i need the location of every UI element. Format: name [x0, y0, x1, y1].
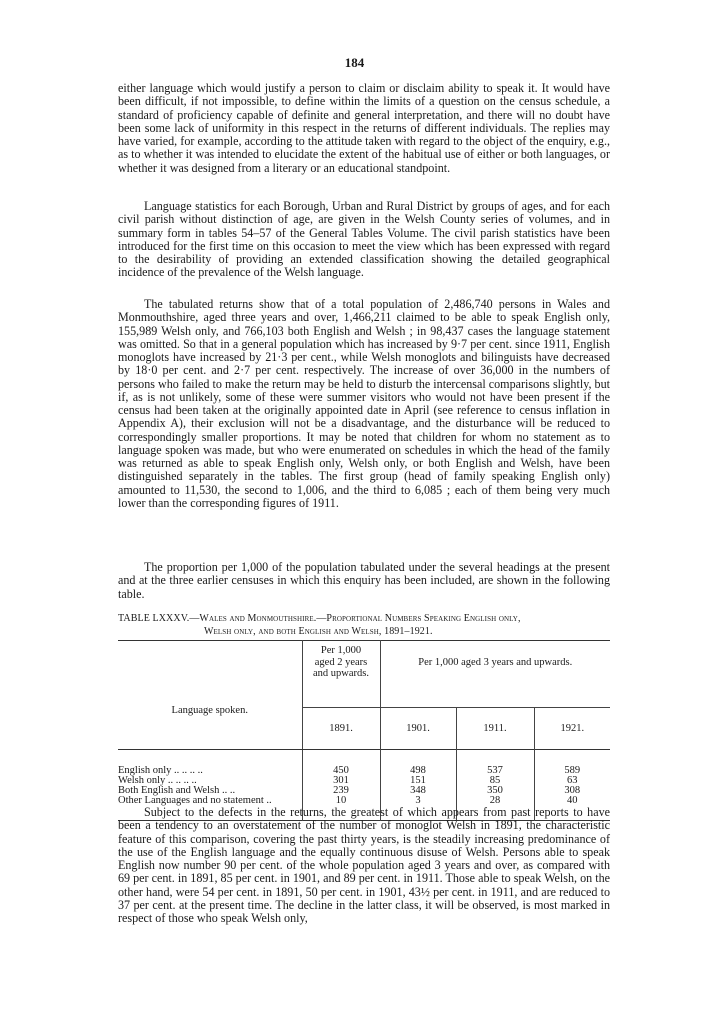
cell: 348: [380, 786, 456, 796]
cell: 28: [456, 796, 534, 806]
page-number: 184: [344, 55, 365, 70]
cell: 589: [534, 766, 610, 776]
group2-header: Per 1,000 aged 3 years and upwards.: [380, 641, 610, 708]
cell: 498: [380, 766, 456, 776]
cell: 450: [302, 766, 380, 776]
cell: 3: [380, 796, 456, 806]
paragraph-1: either language which would justify a person to claim or disclaim ability to speak it. It would have been difficult, if not impossible, to define within the limits of a question on the census schedule, a standard of proficiency capable of definite and general interpretation, and there will no doubt have been some lack of uniformity in this respect in the returns of different individuals. The replies may have varied, for example, according to the attitude taken with regard to the object of the enquiry, e.g., as to whether it was intended to elucidate the extent of the habitual use of either or both languages, or whether it was designed from a literary or an educational standpoint.: [118, 81, 610, 175]
year-1911: 1911.: [456, 707, 534, 749]
paragraph-4: The proportion per 1,000 of the population tabulated under the several headings at the present and at the three earlier censuses in which this enquiry has been included, are shown in the following table.: [118, 560, 610, 601]
paragraph-3: The tabulated returns show that of a total population of 2,486,740 persons in Wales and Monmouthshire, aged three years and over, 1,466,211 claimed to be able to speak English only, 155,989 Welsh only, and 766,103 both English and Welsh ; in 98,437 cases the language statement was omitted. So that in a general population which has increased by 9·7 per cent. since 1911, English monoglots have increased by 21·3 per cent., while Welsh monoglots and bilinguists have decreased by 18·0 per cent. and 2·7 per cent. respectively. The increase of over 36,000 in the numbers of persons who failed to make the return may be held to disturb the intercensal comparisons slightly, but if, as is not unlikely, some of these were summer visitors who would not have been present if the census had been taken at the originally appointed date in April (see reference to census inflation in Appendix A), their exclusion will not be a disadvantage, and the disturbance will be reduced to correspondingly smaller proportions. It may be noted that children for whom no statement as to language spoken was made, but who were enumerated on schedules in which the head of the family was returned as able to speak English only, Welsh only, or both English and Welsh, have been distinguished separately in the tables. The first group (head of family speaking English only) amounted to 11,530, the second to 1,006, and the third to 6,085 ; each of them being very much lower than the corresponding figures of 1911.: [118, 297, 610, 510]
cell: 301: [302, 776, 380, 786]
table-label: TABLE LXXXV.: [118, 613, 190, 624]
language-table: [118, 640, 610, 821]
cell: 10: [302, 796, 380, 806]
cell: 85: [456, 776, 534, 786]
paragraph-2: Language statistics for each Borough, Urban and Rural District by groups of ages, and for each civil parish without distinction of age, are given in the Welsh County series of volumes, and in summary form in tables 54–57 of the General Tables Volume. The civil parish statistics have been introduced for the first time on this occasion to meet the view which has been expressed with regard to the desirability of providing an extended classification showing the detailed geographical incidence of the prevalence of the Welsh language.: [118, 199, 610, 280]
row-label-welsh-only: Welsh only .. .. .. ..: [118, 775, 197, 786]
row-label-both: Both English and Welsh .. ..: [118, 785, 236, 796]
table-title-part2: Welsh only, and both English and Welsh, 1891–1921.: [204, 626, 433, 637]
cell: 63: [534, 776, 610, 786]
cell: 350: [456, 786, 534, 796]
row-label-english-only: English only .. .. .. ..: [118, 765, 203, 776]
year-1901: 1901.: [380, 707, 456, 749]
row-label-other: Other Languages and no statement ..: [118, 795, 272, 806]
stub-header: Language spoken.: [118, 641, 302, 750]
cell: 537: [456, 766, 534, 776]
year-1921: 1921.: [534, 707, 610, 749]
group1-header: Per 1,000 aged 2 years and upwards.: [302, 641, 380, 708]
table-title-part1: —Wales and Monmouthshire.—Proportional Numbers Speaking English only,: [189, 613, 521, 624]
year-1891: 1891.: [302, 707, 380, 749]
cell: 151: [380, 776, 456, 786]
cell: 40: [534, 796, 610, 806]
table-title: [118, 612, 610, 638]
cell: 239: [302, 786, 380, 796]
cell: 308: [534, 786, 610, 796]
paragraph-5: Subject to the defects in the returns, the greatest of which appears from past reports to have been a tendency to an overstatement of the number of monoglot Welsh in 1891, the characteristic feature of this comparison, covering the past thirty years, is the steadily increasing predominance of the use of the English language and the equally continuous disuse of Welsh. Persons able to speak English now number 90 per cent. of the whole population aged 3 years and over, as compared with 69 per cent. in 1891, 85 per cent. in 1901, and 89 per cent. in 1911. Those able to speak Welsh, on the other hand, were 54 per cent. in 1891, 50 per cent. in 1901, 43½ per cent. in 1911, and are reduced to 37 per cent. at the present time. The decline in the latter class, it will be observed, is most marked in respect of those who speak Welsh only,: [118, 805, 610, 925]
